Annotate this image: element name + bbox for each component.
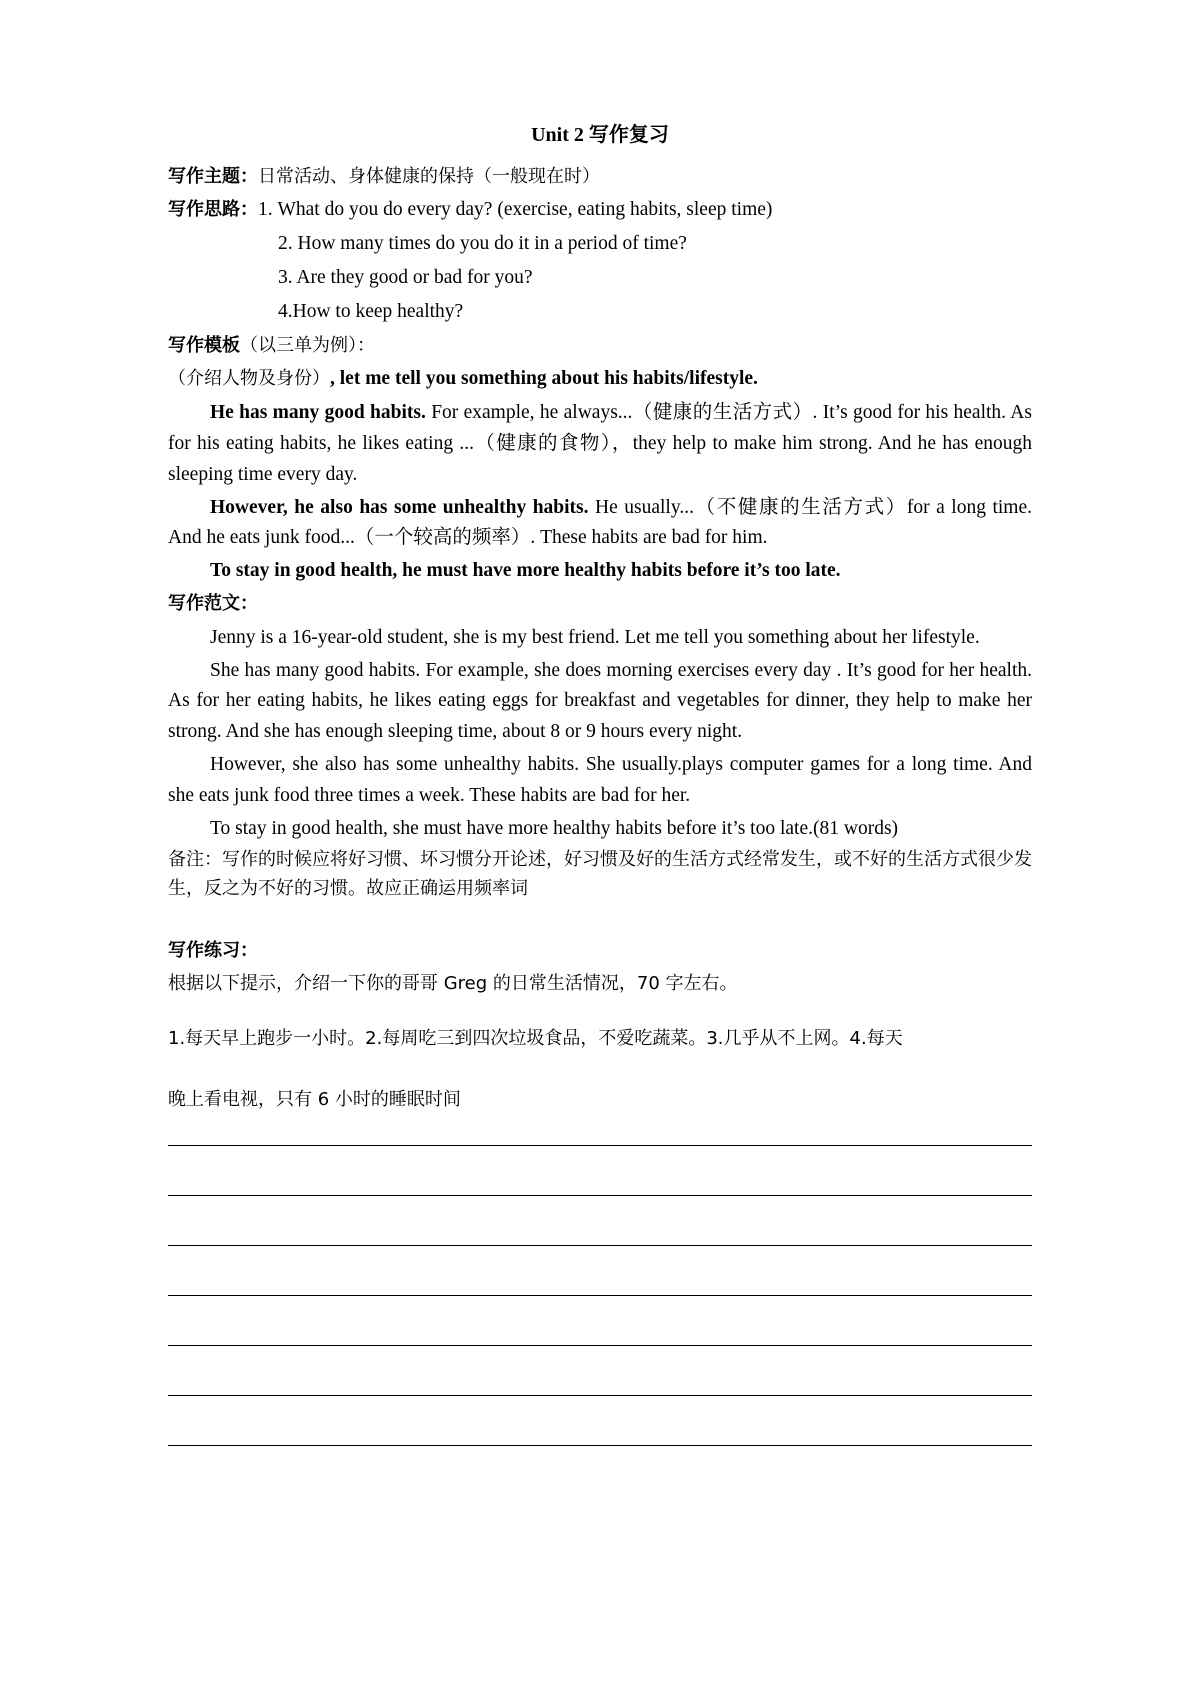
ideas-line-3 bbox=[168, 263, 1032, 294]
answer-line[interactable] bbox=[168, 1445, 1032, 1446]
answer-line[interactable] bbox=[168, 1395, 1032, 1396]
template-opening bbox=[168, 364, 1032, 395]
answer-line[interactable] bbox=[168, 1295, 1032, 1296]
topic-line bbox=[168, 162, 1032, 193]
page-title: Unit 2 写作复习 bbox=[531, 124, 669, 146]
idea-item: 4.How to keep healthy? bbox=[278, 300, 464, 322]
answer-line[interactable] bbox=[168, 1345, 1032, 1346]
topic-text: 日常活动、身体健康的保持（一般现在时） bbox=[258, 165, 600, 187]
ideas-line-1 bbox=[168, 195, 1032, 226]
idea-item: 1. What do you do every day? (exercise, eating habits, sleep time) bbox=[258, 199, 773, 221]
sample-heading bbox=[168, 589, 1032, 620]
answer-lines bbox=[168, 1145, 1032, 1446]
section-spacer bbox=[168, 903, 1032, 937]
sample-label: 写作范文： bbox=[168, 592, 258, 614]
template-paragraph-1 bbox=[168, 398, 1032, 490]
exercise-instruction: 根据以下提示，介绍一下你的哥哥 Greg 的日常生活情况，70 字左右。 bbox=[168, 972, 738, 994]
template-opening-plain: （介绍人物及身份） bbox=[168, 368, 330, 390]
template-opening-bold: , let me tell you something about his habits/lifestyle. bbox=[330, 368, 758, 390]
topic-label: 写作主题： bbox=[168, 165, 258, 187]
note-text: 备注：写作的时候应将好习惯、坏习惯分开论述，好习惯及好的生活方式经常发生，或不好的生活方式很少发生，反之为不好的习惯。故应正确运用频率词 bbox=[168, 849, 1032, 899]
sample-paragraph-3: However, she also has some unhealthy habits. She usually.plays computer games for a long time. And she eats junk food three times a week. These habits are bad for her. bbox=[168, 753, 1032, 806]
answer-line[interactable] bbox=[168, 1245, 1032, 1246]
template-p1-rest: For example, he always...（健康的生活方式）. It’s good for his health. As for his eating habits, he likes eating ...（健康的食物），they help to make him strong. And he has enough sleeping time every day. bbox=[168, 402, 1032, 485]
template-p2-rest: He usually...（不健康的生活方式）for a long time. And he eats junk food...（一个较高的频率）. These habits are bad for him. bbox=[168, 496, 1032, 549]
template-label: 写作模板 bbox=[168, 334, 240, 356]
template-p1-bold: He has many good habits. bbox=[210, 402, 426, 424]
sample-paragraph-2: She has many good habits. For example, she does morning exercises every day . It’s good for her health. As for her eating habits, he likes eating eggs for breakfast and vegetables for dinner, they help to make her strong. And she has enough sleeping time, about 8 or 9 hours every night. bbox=[168, 659, 1032, 743]
idea-item: 3. Are they good or bad for you? bbox=[278, 266, 533, 288]
template-paragraph-3: To stay in good health, he must have more healthy habits before it’s too late. bbox=[210, 560, 841, 582]
answer-line[interactable] bbox=[168, 1145, 1032, 1146]
sample-paragraph-1: Jenny is a 16-year-old student, she is my best friend. Let me tell you something about her lifestyle. bbox=[210, 626, 980, 648]
ideas-label: 写作思路： bbox=[168, 199, 258, 221]
exercise-label: 写作练习： bbox=[168, 940, 258, 962]
document-body bbox=[168, 120, 1032, 1446]
answer-line[interactable] bbox=[168, 1195, 1032, 1196]
ideas-line-2 bbox=[168, 229, 1032, 260]
ideas-line-4 bbox=[168, 297, 1032, 328]
template-heading bbox=[168, 331, 1032, 362]
sample-paragraph-4: To stay in good health, she must have more healthy habits before it’s too late.(81 words) bbox=[210, 817, 899, 839]
template-paragraph-2 bbox=[168, 493, 1032, 555]
template-p2-bold: However, he also has some unhealthy habits. bbox=[210, 496, 589, 518]
exercise-prompt-line-2: 晚上看电视，只有 6 小时的睡眠时间 bbox=[168, 1088, 461, 1110]
exercise-prompt-line-1: 1.每天早上跑步一小时。2.每周吃三到四次垃圾食品，不爱吃蔬菜。3.几乎从不上网。4.每天 bbox=[168, 1028, 903, 1050]
template-label-rest: （以三单为例）： bbox=[240, 334, 375, 356]
idea-item: 2. How many times do you do it in a period of time? bbox=[278, 233, 687, 255]
